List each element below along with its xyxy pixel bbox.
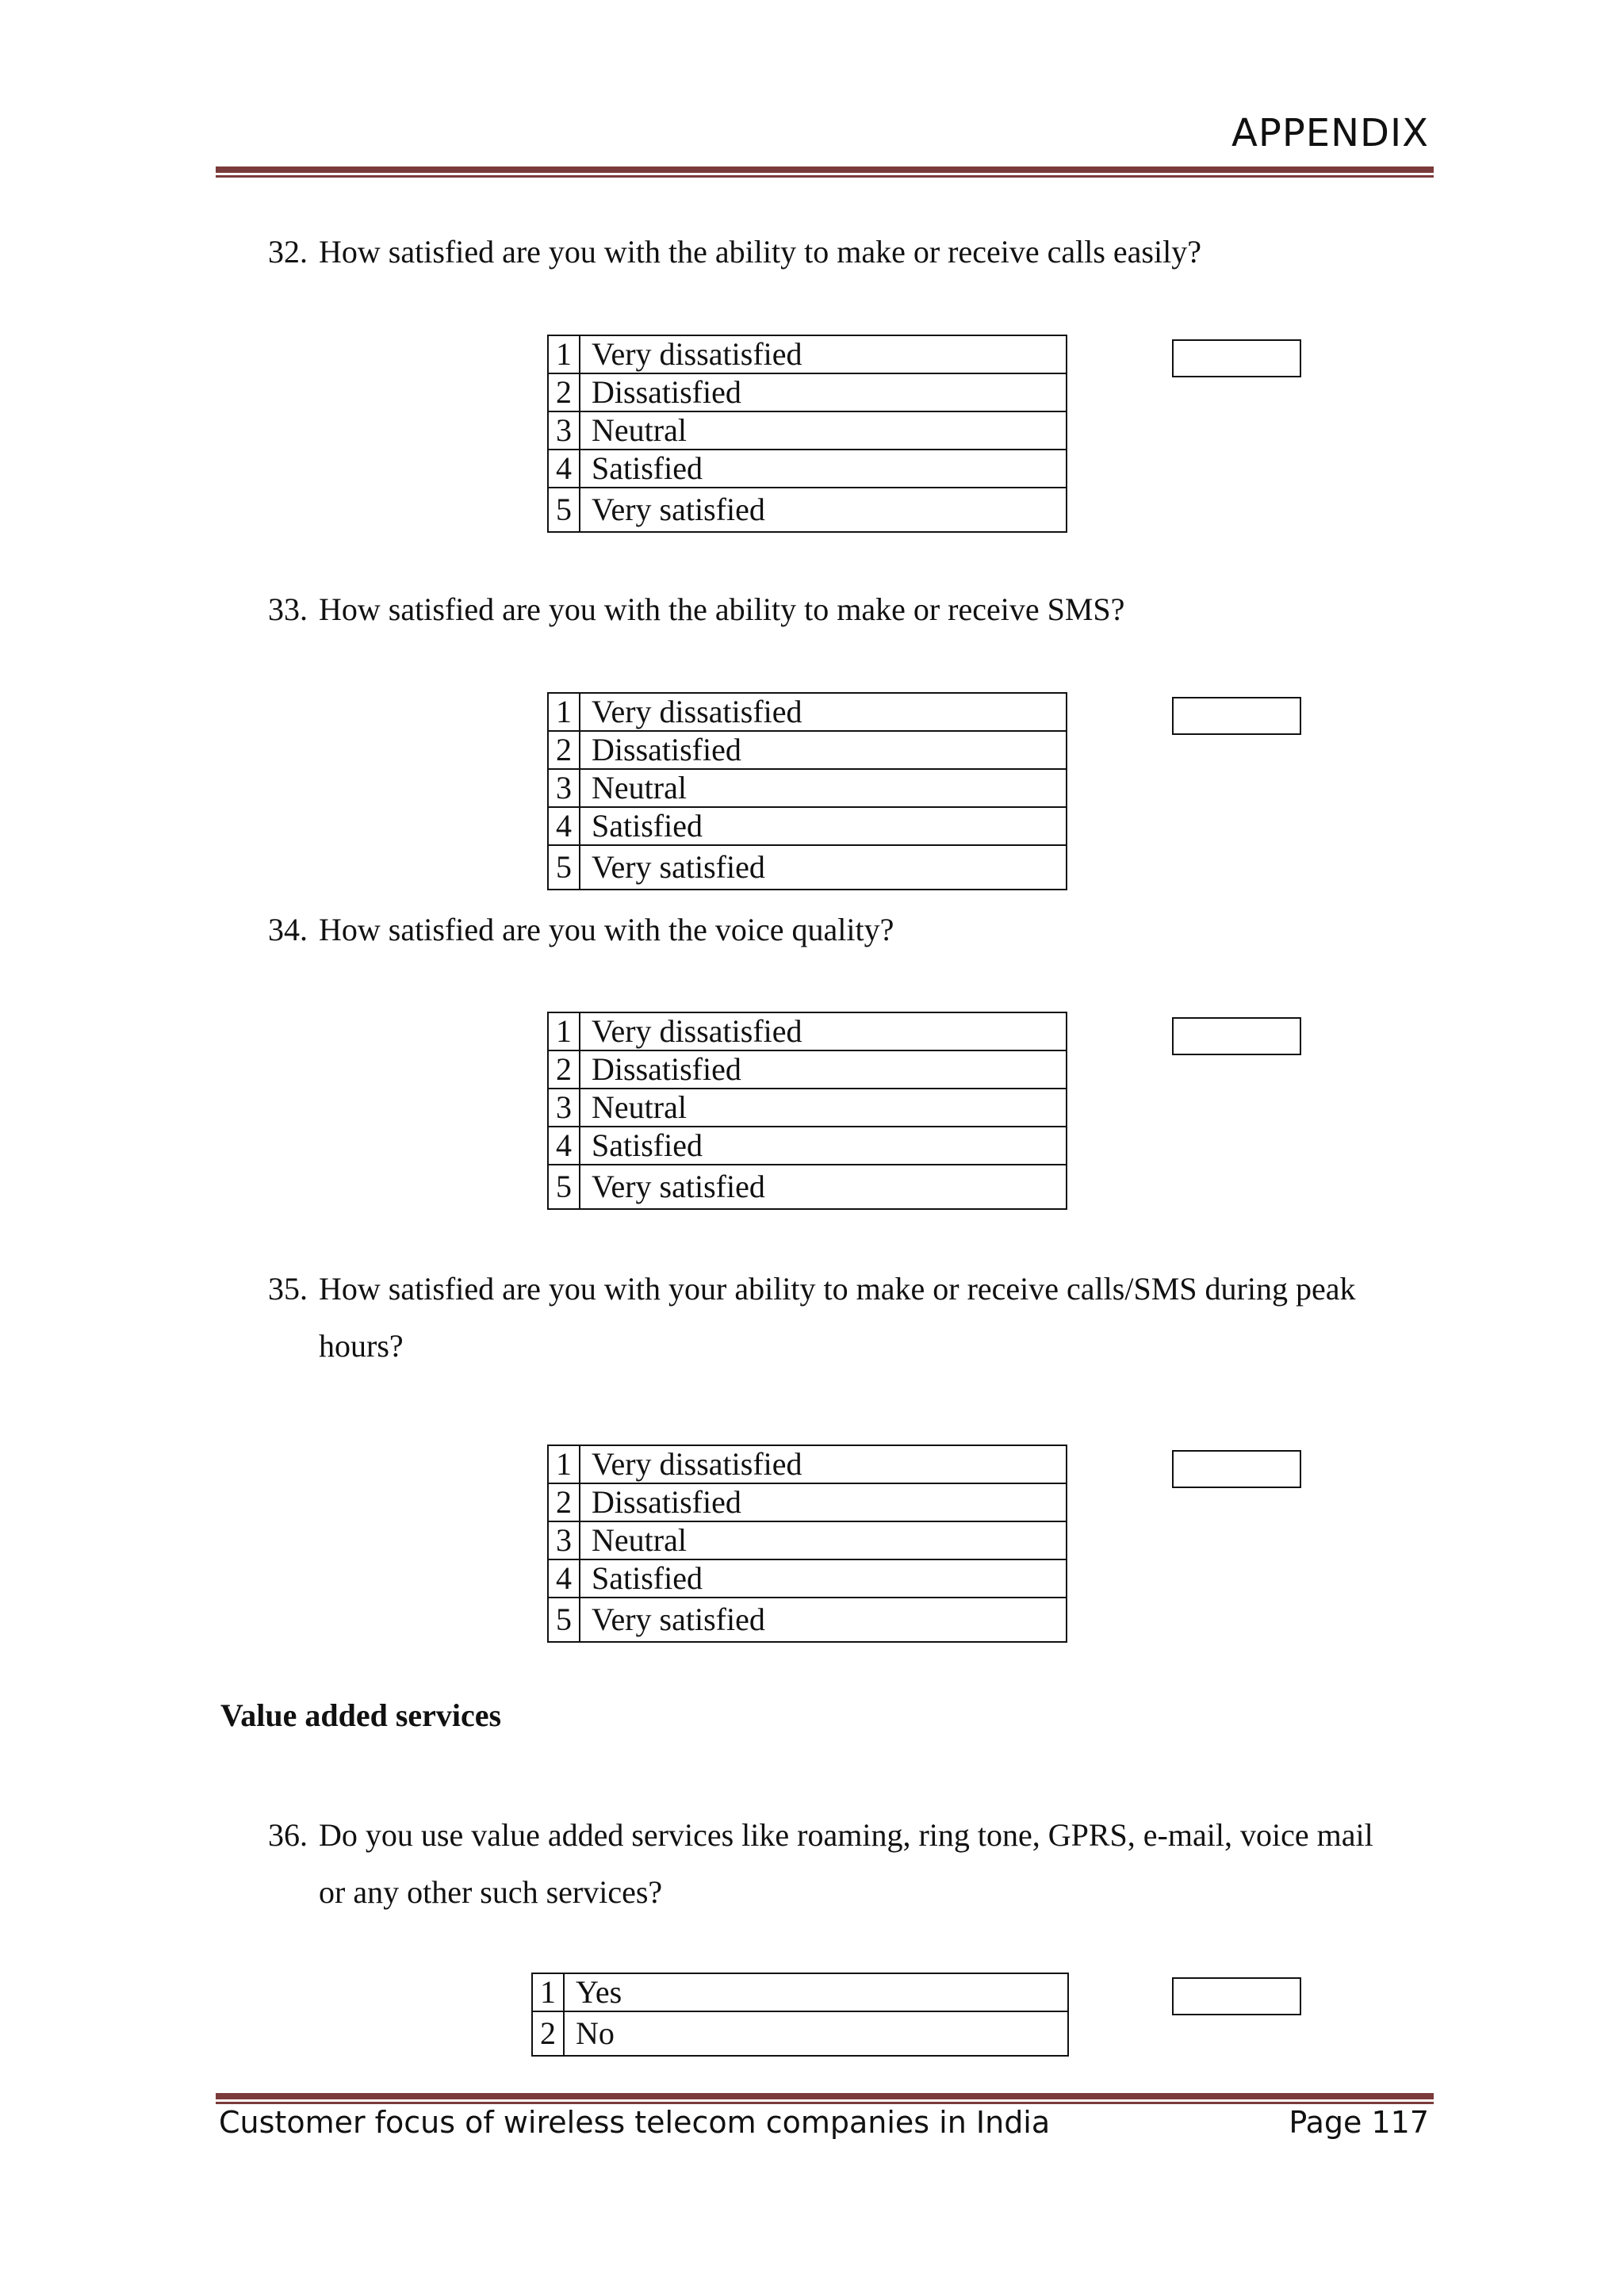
question-text: How satisfied are you with the voice quality?: [319, 912, 894, 947]
footer-title: Customer focus of wireless telecom companies in India: [219, 2105, 1051, 2140]
option-label: Very satisfied: [580, 488, 1067, 532]
question-text-line1: How satisfied are you with your ability to make or receive calls/SMS during peak: [319, 1271, 1356, 1307]
option-label: Satisfied: [580, 1559, 1067, 1598]
option-number: 5: [548, 845, 580, 890]
question-text-line1: Do you use value added services like roaming, ring tone, GPRS, e-mail, voice mail: [319, 1817, 1373, 1853]
option-number: 3: [548, 1089, 580, 1127]
option-number: 2: [548, 731, 580, 769]
question-text-line2: or any other such services?: [319, 1874, 663, 1910]
option-label: Yes: [564, 1973, 1068, 2011]
question-number: 32.: [268, 234, 308, 270]
option-label: Dissatisfied: [580, 373, 1067, 411]
header-rule: [216, 166, 1434, 178]
option-label: Very dissatisfied: [580, 335, 1067, 373]
option-number: 2: [548, 373, 580, 411]
question-text: How satisfied are you with the ability to make or receive calls easily?: [319, 234, 1201, 270]
answer-box-34[interactable]: [1172, 1017, 1301, 1055]
option-label: Very dissatisfied: [580, 693, 1067, 731]
option-number: 1: [548, 693, 580, 731]
option-label: Dissatisfied: [580, 731, 1067, 769]
question-36: [268, 1807, 1430, 1921]
option-label: Very dissatisfied: [580, 1445, 1067, 1483]
question-text-line2: hours?: [319, 1328, 404, 1364]
option-number: 1: [548, 335, 580, 373]
option-number: 5: [548, 488, 580, 532]
option-label: Satisfied: [580, 807, 1067, 845]
option-number: 5: [548, 1165, 580, 1209]
option-label: No: [564, 2011, 1068, 2056]
question-number: 35.: [268, 1271, 308, 1307]
option-number: 5: [548, 1598, 580, 1642]
option-label: Neutral: [580, 1089, 1067, 1127]
option-label: Satisfied: [580, 450, 1067, 488]
option-number: 3: [548, 1521, 580, 1559]
question-34: [268, 901, 1430, 959]
option-number: 4: [548, 450, 580, 488]
question-number: 34.: [268, 912, 308, 947]
page-header-title: APPENDIX: [1231, 111, 1429, 155]
answer-box-36[interactable]: [1172, 1977, 1301, 2015]
option-label: Dissatisfied: [580, 1483, 1067, 1521]
option-label: Very satisfied: [580, 845, 1067, 890]
option-number: 4: [548, 807, 580, 845]
option-number: 2: [548, 1483, 580, 1521]
options-table-33: [547, 692, 1067, 890]
option-number: 2: [532, 2011, 564, 2056]
question-text: How satisfied are you with the ability to make or receive SMS?: [319, 591, 1125, 627]
option-label: Very dissatisfied: [580, 1012, 1067, 1050]
option-number: 3: [548, 411, 580, 450]
options-table-35: [547, 1445, 1067, 1643]
option-label: Neutral: [580, 769, 1067, 807]
option-number: 4: [548, 1127, 580, 1165]
option-number: 1: [548, 1012, 580, 1050]
page-number: Page 117: [1289, 2105, 1429, 2140]
option-label: Neutral: [580, 1521, 1067, 1559]
option-number: 1: [532, 1973, 564, 2011]
option-number: 1: [548, 1445, 580, 1483]
footer-rule: [216, 2093, 1434, 2104]
question-33: [268, 581, 1430, 638]
option-number: 4: [548, 1559, 580, 1598]
question-number: 36.: [268, 1817, 308, 1853]
options-table-34: [547, 1012, 1067, 1210]
options-table-36: [531, 1973, 1069, 2057]
option-number: 3: [548, 769, 580, 807]
option-label: Very satisfied: [580, 1598, 1067, 1642]
options-table-32: [547, 335, 1067, 533]
option-label: Satisfied: [580, 1127, 1067, 1165]
option-label: Dissatisfied: [580, 1050, 1067, 1089]
section-heading: Value added services: [220, 1697, 502, 1733]
question-number: 33.: [268, 591, 308, 627]
answer-box-32[interactable]: [1172, 339, 1301, 377]
option-number: 2: [548, 1050, 580, 1089]
option-label: Neutral: [580, 411, 1067, 450]
answer-box-33[interactable]: [1172, 697, 1301, 735]
question-35: [268, 1261, 1430, 1375]
option-label: Very satisfied: [580, 1165, 1067, 1209]
question-32: [268, 224, 1430, 281]
answer-box-35[interactable]: [1172, 1450, 1301, 1488]
